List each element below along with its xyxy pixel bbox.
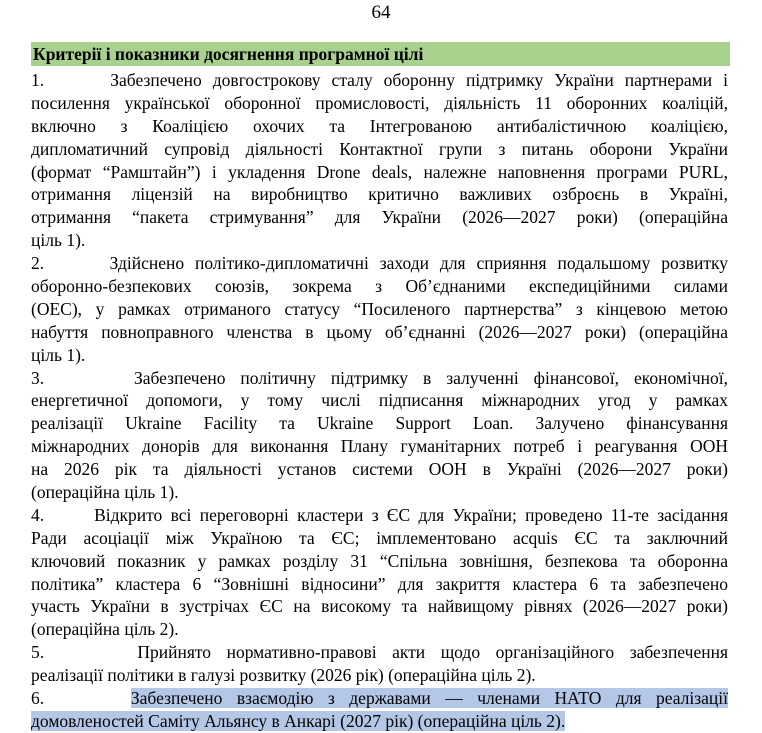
list-item-6-line [31,710,728,733]
list-item-3-line: енергетичної допомоги, у тому числі підписання міжнародних угод у рамках [31,390,728,411]
list-item-4-line: участь України в зустрічах ЄС на високому та найвищому рівнях (2026—2027 роки) [31,596,728,617]
list-item-2-line: оборонно-безпекових союзів, зокрема з Об’єднаними експедиційними силами [31,276,728,297]
list-item-4-line: 4. Відкрито всі переговорні кластери з ЄС для України; проведено 11-те засідання [31,504,728,525]
list-item-1-line: 1. Забезпечено довгострокову сталу оборонну підтримку України партнерами і [31,70,728,90]
list-item-3-line: реалізації Ukraine Facility та Ukraine Support Loan. Залучено фінансування [31,413,728,434]
list-item-1-line: включно з Коаліцією охочих та Інтегрованою антибалістичною коаліцією, [31,115,728,136]
list-item-2-line: набуття повноправного членства в цьому об’єднанні (2026—2027 роки) (операційна [31,321,728,342]
list-item-6-line [31,687,728,710]
criteria-list [31,69,728,733]
list-item-2-line: ціль 1). [31,344,86,365]
list-item-4-line: ключовий показник у рамках розділу 31 “Спільна зовнішня, безпекова та оборонна [31,550,728,571]
list-item-3-line: (операційна ціль 1). [31,482,179,503]
list-item-2-line: (ОЕС), у рамках отриманого статусу “Посиленого партнерства” з кінцевою метою [31,298,728,319]
list-item-3-line: на 2026 рік та діяльності установ системи ООН в Україні (2026—2027 роки) [31,459,728,480]
page-number: 64 [371,2,391,23]
section-heading: Критерії і показники досягнення програмної цілі [33,44,424,64]
list-item-2-line: 2. Здійснено політико-дипломатичні заходи для сприяння подальшому розвитку [31,253,728,274]
list-item-5-line: 5. Прийнято нормативно-правові акти щодо організаційного забезпечення [31,642,728,663]
list-item-1-line: ціль 1). [31,230,86,251]
list-item-6-number: 6. [31,688,131,709]
list-item-3-line: міжнародних донорів для виконання Плану гуманітарних потреб і реагування ООН [31,436,728,457]
list-item-4-line: (операційна ціль 2). [31,619,179,640]
selected-text[interactable]: Забезпечено взаємодію з державами — членами НАТО для реалізації [130,688,728,709]
list-item-4-line: політика” кластера 6 “Зовнішні відносини” для закриття кластера 6 та забезпечено [31,573,728,594]
selected-text[interactable]: домовленостей Саміту Альянсу в Анкарі (2027 рік) (операційна ціль 2). [31,710,566,731]
list-item-3-line: 3. Забезпечено політичну підтримку в залученні фінансової, економічної, [31,367,728,388]
list-item-1-line: (формат “Рамштайн”) і укладення Drone deals, належне наповнення програми PURL, [31,161,728,182]
list-item-1-line: отримання “пакета стримування” для України (2026—2027 роки) (операційна [31,207,728,228]
list-item-1-line: отримання ліцензій на виробництво критично важливих озброєнь в Україні, [31,184,728,205]
list-item-4-line: Ради асоціації між Україною та ЄС; імплементовано acquis ЄС та заключний [31,527,728,548]
list-item-5-line: реалізації політики в галузі розвитку (2026 рік) (операційна ціль 2). [31,665,536,686]
list-item-1-line: дипломатичний супровід діяльності Контактної групи з питань оборони України [31,138,728,159]
list-item-1-line: посилення української оборонної промисловості, діяльність 11 оборонних коаліцій, [31,92,728,113]
